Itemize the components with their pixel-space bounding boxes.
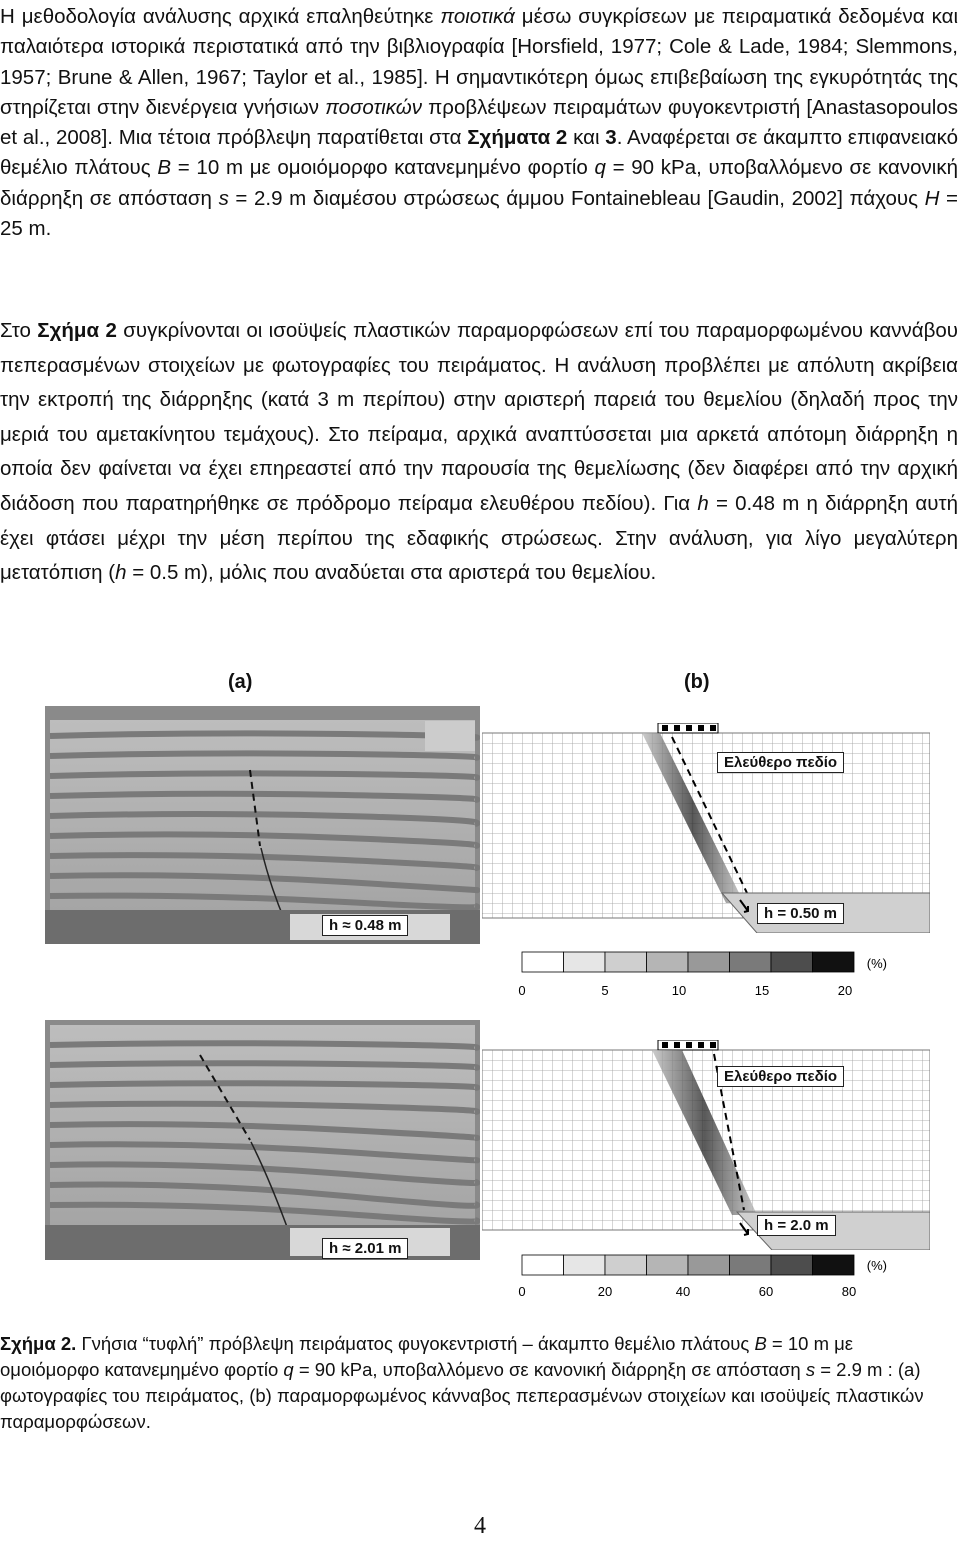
symbol: B [157,156,172,180]
scale-tick: 10 [671,983,687,998]
text: προβλέψεων πειραμάτων φυγοκεντριστή [Anastasopoulos et al., 2008]. Μια τέτοια πρόβλεψη παρατίθεται στα [0,95,958,150]
model-displacement-bottom: h = 2.0 m [757,1215,836,1236]
scale-cell [522,952,564,972]
symbol: s [805,1359,816,1380]
text-italic: ποιοτικά [440,5,515,28]
free-field-label-top: Ελεύθερο πεδίο [717,752,844,773]
text: = 90 kPa, υποβαλλόμενο σε κανονική διάρρηξη σε απόσταση [0,156,958,210]
photo-displacement-bottom: h ≈ 2.01 m [322,1238,408,1259]
scale-cell [813,1255,855,1275]
scale-tick: 60 [758,1284,774,1299]
text: μέσω συγκρίσεων με πειραματικά δεδομένα και παλαιότερα ιστορικά περιστατικά από την βιβλιογραφία [Horsfield, 1977; Cole & Lade, 1984; Slemmons, 1957; Brune & Allen, 1967; Taylor et al., 1985]. Η σημαντικότερη όμως επιβεβαίωση της εγκυρότητάς της στηρίζεται στην διενέργεια γνήσιων [0,5,958,119]
text: Γνήσια “τυφλή” πρόβλεψη πειράματος φυγοκεντριστή – άκαμπτο θεμέλιο πλάτους [76,1333,755,1354]
scale-tick: 0 [518,983,526,998]
scale-cell [771,952,813,972]
symbol: s [218,186,229,210]
scale-cell [688,1255,730,1275]
scale-tick: 15 [754,983,770,998]
panel-label-b: (b) [684,671,710,693]
text: = 10 m με ομοιόμορφο κατανεμημένο φορτίο [171,156,595,180]
free-field-label-bottom: Ελεύθερο πεδίο [717,1066,844,1087]
model-displacement-top: h = 0.50 m [757,903,844,924]
text: Στο [0,319,38,342]
scale-cell [564,1255,606,1275]
scale-tick: 0 [518,1284,526,1299]
text: = 0.5 m), μόλις που αναδύεται στα αριστερά του θεμελίου. [126,561,657,585]
scale-cell [564,952,606,972]
text: συγκρίνονται οι ισοϋψείς πλαστικών παραμορφώσεων επί του παραμορφωμένου καννάβου πεπερασμένων στοιχείων με φωτογραφίες του πειράματος. Η ανάλυση προβλέπει με απόλυτη ακρίβεια την εκτροπή της διάρρηξης (κατά 3 m περίπου) στην αριστερή παρειά του θεμελίου (δηλαδή προς την μεριά του αμετακίνητου τεμάχους). Στο πείραμα, αρχικά αναπτύσσεται μια αρκετά απότομη διάρρηξη η οποία δεν φαίνεται να έχει επηρεαστεί από την παρουσία της θεμελίωσης (δεν διαφέρει από την αρχική διάδοση που παρατηρήθηκε σε πρόδρομο πείραμα ελευθέρου πεδίου). Για [0,319,958,515]
panel-label-a: (a) [228,671,253,693]
scale-tick: 20 [597,1284,613,1299]
symbol: h [115,561,127,585]
symbol: q [283,1359,294,1380]
text: = 25 m. [0,186,959,241]
fe-mesh-top [482,723,930,933]
caption-label: Σχήμα 2. [0,1333,77,1354]
scale-cell [730,952,772,972]
experiment-photo-top [45,706,480,944]
text: = 2.9 m διαμέσου στρώσεως άμμου Fontainebleau [Gaudin, 2002] πάχους [228,186,925,210]
scale-cell [605,1255,647,1275]
text: = 10 m με ομοιόμορφο κατανεμημένο φορτίο [0,1333,854,1380]
scale-tick: 20 [837,983,853,998]
text: και [567,126,606,150]
text: Η μεθοδολογία ανάλυσης αρχικά επαληθεύτηκε [0,5,441,28]
scale-cell [688,952,730,972]
symbol: q [594,156,606,180]
figure-ref: Σχήματα 2 [467,126,568,150]
strain-scale-top [505,950,890,998]
scale-tick: 40 [675,1284,691,1299]
page-number: 4 [474,1513,486,1539]
paragraph-comparison [0,314,958,591]
photo-displacement-top: h ≈ 0.48 m [322,915,408,936]
scale-cell [647,952,689,972]
scale-tick: 80 [841,1284,857,1299]
scale-cell [647,1255,689,1275]
scale-cell [813,952,855,972]
figure-ref: Σχήμα 2 [37,319,117,342]
scale-cell [771,1255,813,1275]
scale-cell [522,1255,564,1275]
text: = 0.48 m η διάρρηξη αυτή έχει φτάσει μέχρι την μέση περίπου της εδαφικής στρώσεως. Στην ανάλυση, για λίγο μεγαλύτερη μετατόπιση ( [0,491,958,585]
symbol: H [924,186,940,210]
figure-ref: 3 [605,126,617,150]
strain-scale-bottom [505,1250,890,1300]
scale-unit-bottom: (%) [866,1258,887,1273]
paragraph-intro [0,2,958,244]
fe-mesh-bottom [482,1040,930,1250]
symbol: B [754,1333,767,1354]
text: = 2.9 m : (a) φωτογραφίες του πειράματος, (b) παραμορφωμένος κάνναβος πεπερασμένων στοιχείων και ισοϋψείς πλαστικών παραμορφώσεων. [0,1359,924,1432]
text: . Αναφέρεται σε άκαμπτο επιφανειακό θεμέλιο πλάτους [0,126,958,180]
scale-tick: 5 [601,983,609,998]
scale-unit-top: (%) [866,956,887,971]
text: = 90 kPa, υποβαλλόμενο σε κανονική διάρρηξη σε απόσταση [293,1359,806,1380]
text-italic: ποσοτικών [325,95,422,119]
experiment-photo-bottom [45,1020,480,1260]
symbol: h [697,491,709,515]
scale-cell [605,952,647,972]
scale-cell [730,1255,772,1275]
figure-caption [0,1331,955,1435]
